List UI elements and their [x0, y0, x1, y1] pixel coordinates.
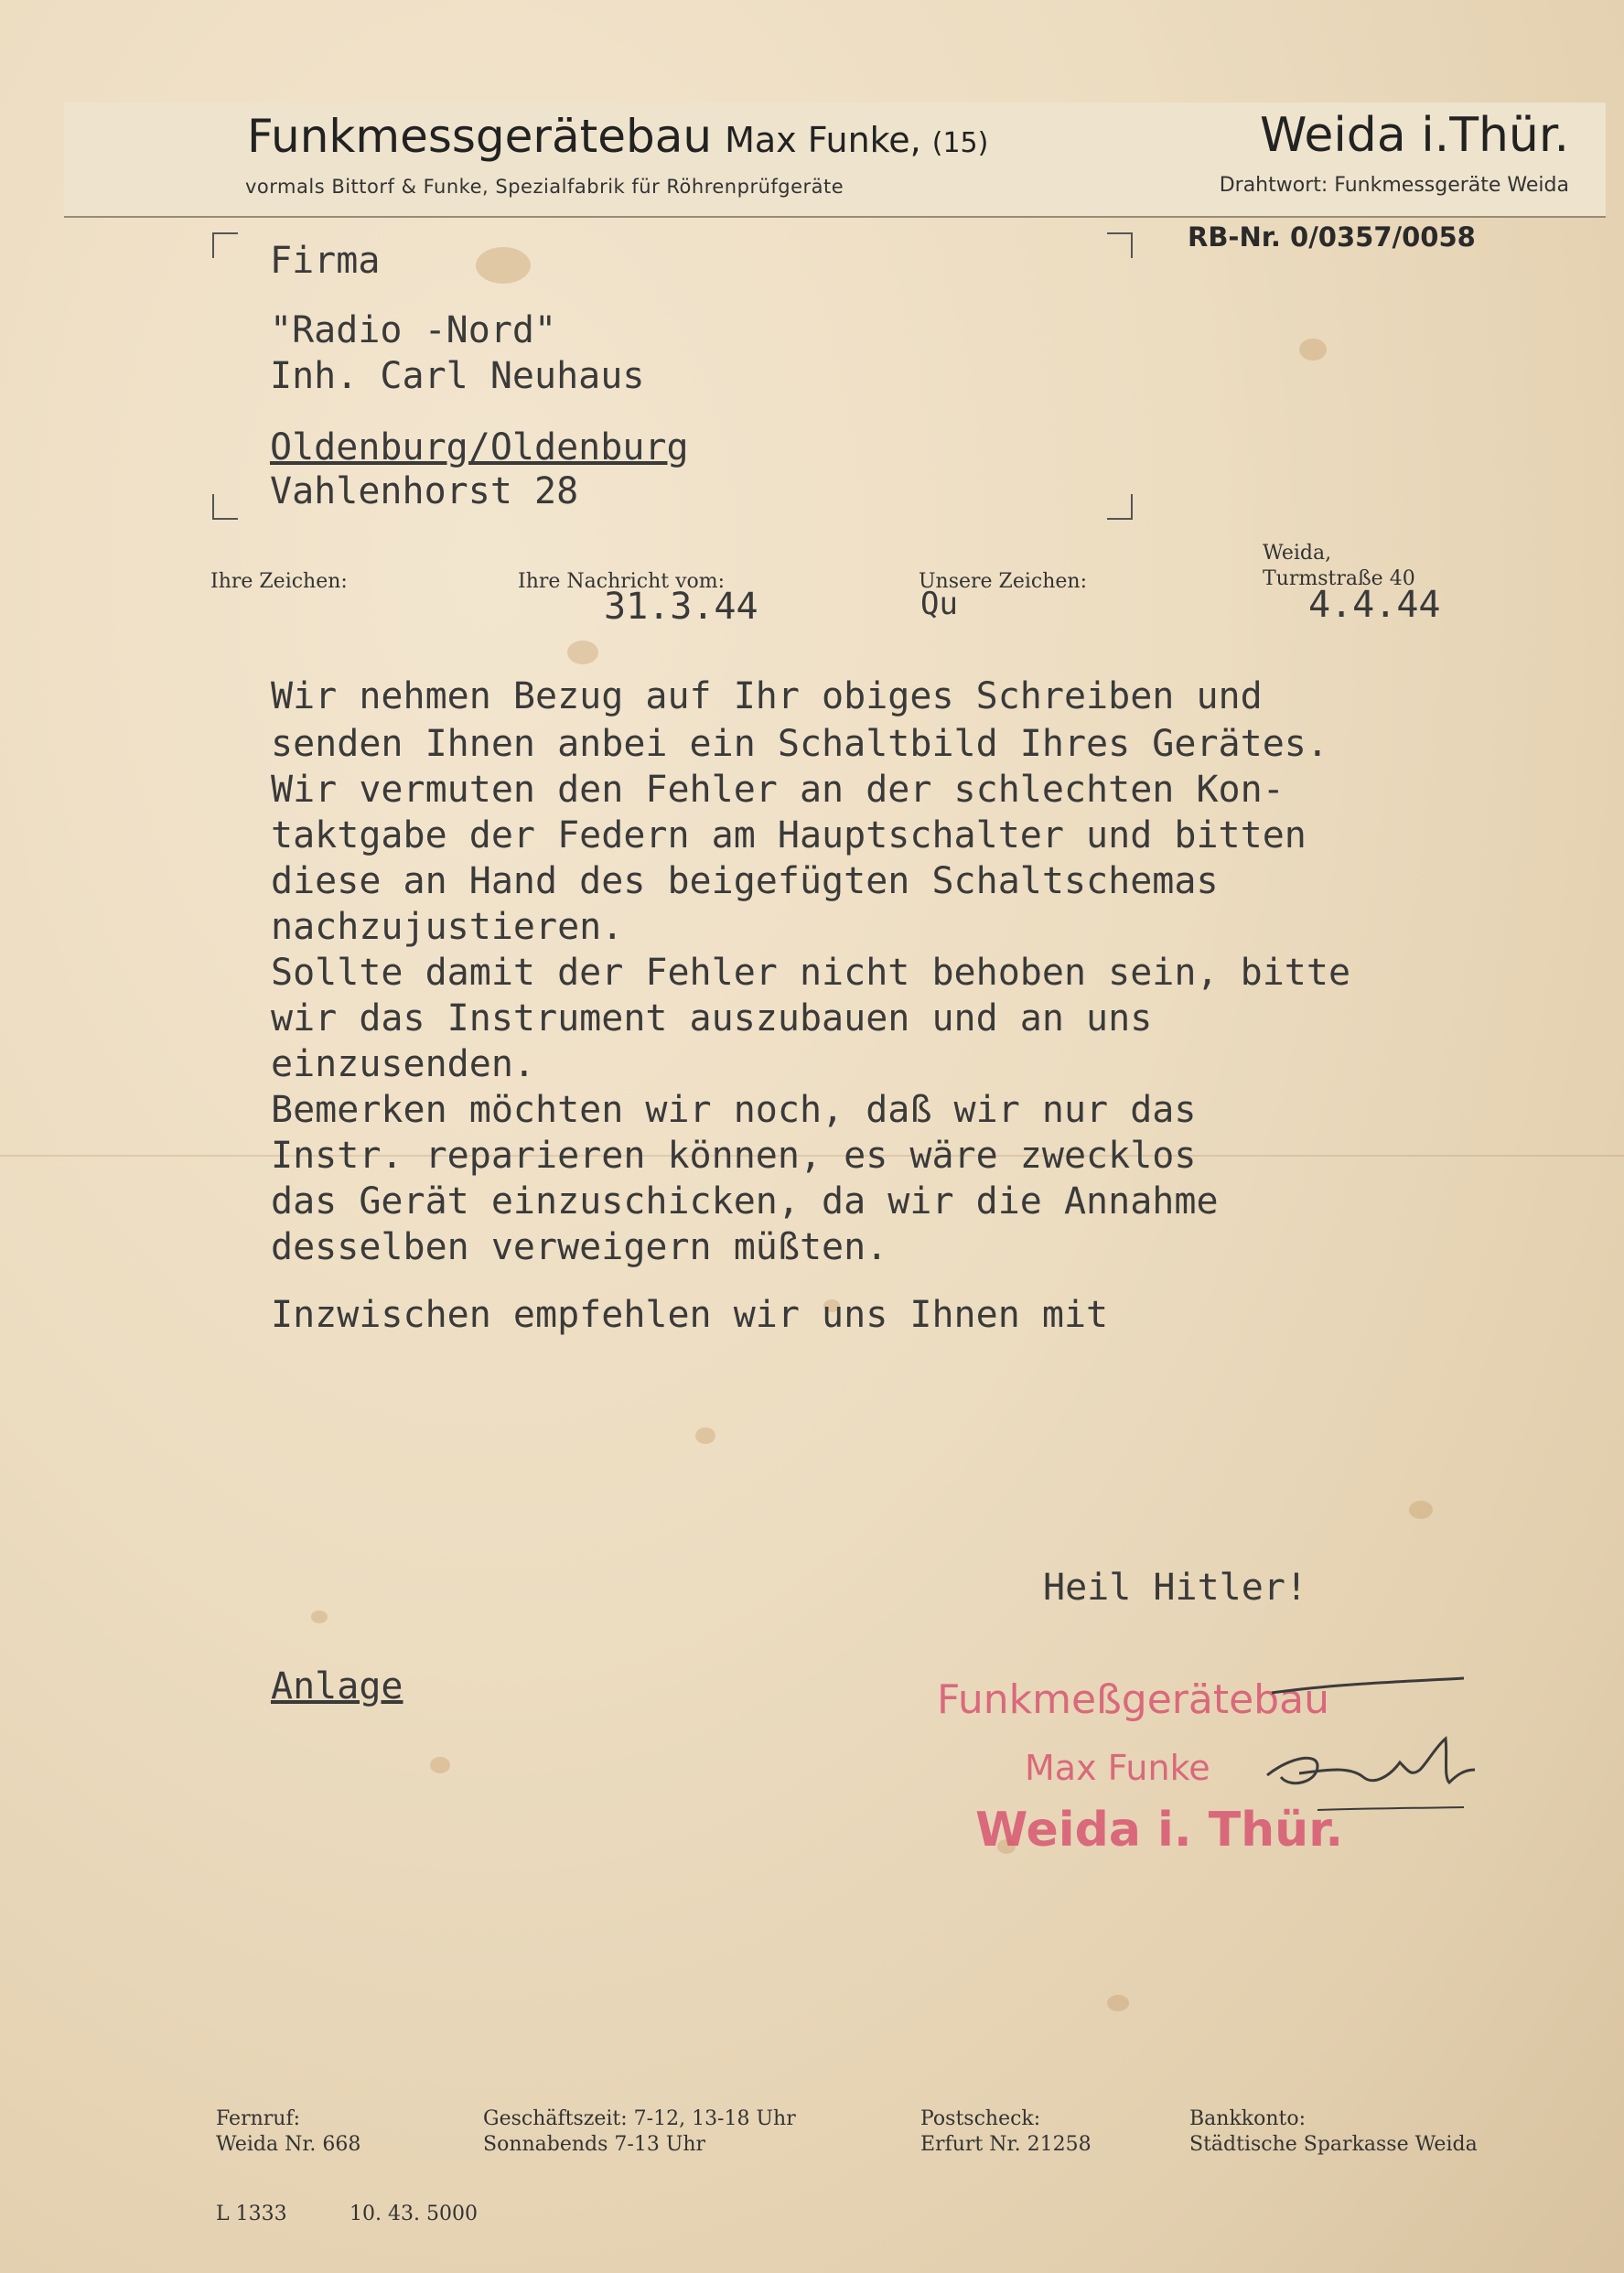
- stain: [567, 641, 598, 664]
- address-corner-mark: [212, 232, 238, 258]
- recipient-line: Vahlenhorst 28: [270, 470, 579, 512]
- address-corner-mark: [212, 494, 238, 520]
- body-line: einzusenden.: [271, 1043, 535, 1085]
- footer-postcheck-value: Erfurt Nr. 21258: [920, 2133, 1092, 2156]
- company-name: Funkmessgerätebau: [247, 110, 713, 163]
- stain: [695, 1427, 715, 1444]
- letterhead-telegram: Drahtwort: Funkmessgeräte Weida: [1219, 174, 1569, 197]
- body-line: das Gerät einzuschicken, da wir die Annahme: [271, 1180, 1219, 1223]
- footer-phone-label: Fernruf:: [216, 2107, 301, 2130]
- recipient-line: "Radio -Nord": [270, 309, 557, 351]
- address-corner-mark: [1107, 494, 1133, 520]
- body-line: Wir nehmen Bezug auf Ihr obiges Schreiben und: [271, 675, 1263, 717]
- stain: [1107, 1995, 1129, 2011]
- place-line: Weida,: [1263, 542, 1332, 565]
- owner-name: Max Funke,: [725, 120, 921, 160]
- stain: [430, 1757, 450, 1773]
- stain: [1299, 339, 1327, 361]
- form-edition: 10. 43. 5000: [350, 2203, 478, 2225]
- body-line: wir das Instrument auszubauen und an uns: [271, 997, 1153, 1040]
- body-line: taktgabe der Federn am Hauptschalter und bitten: [271, 814, 1307, 856]
- our-sign-label: Unsere Zeichen:: [919, 570, 1087, 593]
- footer-bank-label: Bankkonto:: [1189, 2107, 1307, 2130]
- rb-number: RB-Nr. 0/0357/0058: [1188, 221, 1476, 253]
- our-sign-value: Qu: [920, 586, 958, 622]
- body-line: diese an Hand des beigefügten Schaltschemas: [271, 860, 1219, 902]
- closing-line: Inzwischen empfehlen wir uns Ihnen mit: [271, 1294, 1109, 1336]
- footer-bank-value: Städtische Sparkasse Weida: [1189, 2133, 1478, 2156]
- postal-zone: (15): [931, 127, 989, 159]
- enclosure-label: Anlage: [271, 1665, 403, 1707]
- body-line: Sollte damit der Fehler nicht behoben sein, bitte: [271, 952, 1351, 994]
- footer-phone-value: Weida Nr. 668: [216, 2133, 361, 2156]
- form-number: L 1333: [216, 2203, 287, 2225]
- recipient-line: Firma: [270, 240, 381, 282]
- body-line: Bemerken möchten wir noch, daß wir nur das: [271, 1089, 1197, 1131]
- address-corner-mark: [1107, 232, 1133, 258]
- stamp-city: Weida i. Thür.: [975, 1803, 1344, 1858]
- footer-hours-value: Sonnabends 7-13 Uhr: [483, 2133, 706, 2156]
- stamp-owner: Max Funke: [1025, 1748, 1210, 1788]
- body-line: Instr. reparieren können, es wäre zwecklos: [271, 1135, 1197, 1177]
- place-street: Turmstraße 40: [1263, 567, 1415, 590]
- greeting: Heil Hitler!: [1043, 1567, 1307, 1609]
- footer-phone: [216, 2106, 360, 2158]
- recipient-line: Inh. Carl Neuhaus: [270, 355, 645, 397]
- body-line: nachzujustieren.: [271, 906, 624, 948]
- letterhead-company: [247, 110, 988, 163]
- your-message-label: Ihre Nachricht vom:: [518, 570, 726, 593]
- body-line: desselben verweigern müßten.: [271, 1226, 888, 1268]
- footer-postcheck-label: Postscheck:: [920, 2107, 1041, 2130]
- recipient-line: Oldenburg/Oldenburg: [270, 426, 689, 469]
- body-line: Wir vermuten den Fehler an der schlechten Kon-: [271, 769, 1285, 811]
- footer-bank: [1189, 2106, 1478, 2158]
- your-message-date: 31.3.44: [604, 586, 758, 628]
- stain: [311, 1610, 328, 1623]
- letterhead-city: Weida i.Thür.: [1260, 108, 1569, 163]
- body-line: senden Ihnen anbei ein Schaltbild Ihres Gerätes.: [271, 723, 1328, 765]
- letterhead: [64, 102, 1606, 218]
- footer-hours-label: Geschäftszeit: 7-12, 13-18 Uhr: [483, 2107, 796, 2130]
- stain: [1409, 1501, 1433, 1519]
- letterhead-subtitle: vormals Bittorf & Funke, Spezialfabrik für Röhrenprüfgeräte: [245, 176, 844, 198]
- stamp-company: Funkmeßgerätebau: [937, 1676, 1329, 1723]
- your-sign-label: Ihre Zeichen:: [210, 570, 348, 593]
- footer-postcheck: [920, 2106, 1092, 2158]
- handwritten-signature: [1263, 1675, 1482, 1821]
- stain: [476, 247, 531, 284]
- letter-date: 4.4.44: [1308, 584, 1441, 626]
- footer-hours: [483, 2106, 796, 2158]
